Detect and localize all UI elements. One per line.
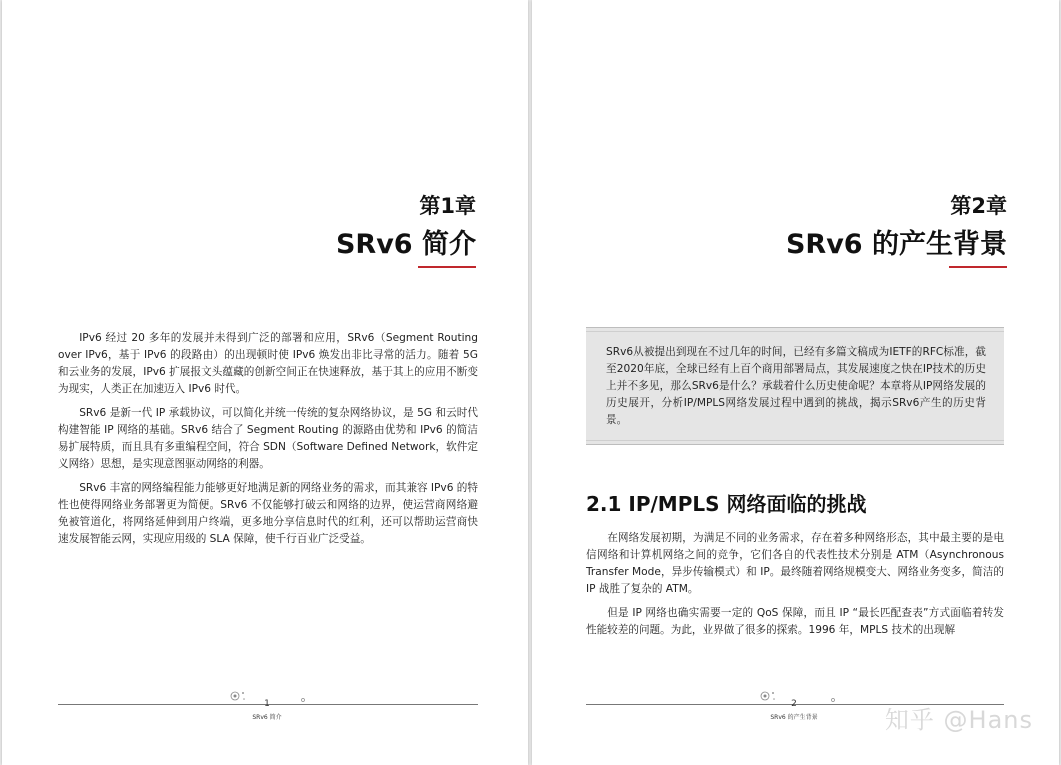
paragraph: SRv6 是新一代 IP 承载协议，可以简化并统一传统的复杂网络协议，是 5G 和云时代构建智能 IP 网络的基础。SRv6 结合了 Segment Routing 的源路由优势和 IPv6 的简洁易扩展特质，而且具有多重编程空间，符合 SDN（Software Defined Network，软件定义网络）思想，是实现意图驱动网络的利器。: [58, 407, 478, 470]
watermark: 知乎 @Hans: [884, 706, 1033, 734]
summary-box-rule: [586, 440, 1004, 441]
chapter-summary: SRv6从被提出到现在不过几年的时间，已经有多篇文稿成为IETF的RFC标准，截至2020年底，全球已经有上百个商用部署局点，其发展速度之快在IP技术的历史上并不多见，那么SRv6是什么？承载着什么历史使命呢？本章将从IP网络发展的历史展开，分析IP/MPLS网络发展过程中遇到的挑战，揭示SRv6产生的历史背景。: [606, 346, 986, 426]
page-number: 1: [264, 699, 270, 709]
section-heading: 2.1 IP/MPLS 网络面临的挑战: [586, 492, 867, 516]
paragraph: IPv6 经过 20 多年的发展并未得到广泛的部署和应用，SRv6（Segment Routing over IPv6，基于 IPv6 的段路由）的出现顿时使 IPv6 焕发出非比寻常的活力。随着 5G 和云业务的发展，IPv6 扩展报文头蕴藏的创新空间正在快速释放，基于其上的应用不断变为现实，人类正在加速迈入 IPv6 时代。: [58, 332, 478, 395]
footer-ornament-icon: [228, 688, 248, 704]
page-right: [532, 0, 1059, 765]
footer-dot-icon: [828, 688, 838, 704]
chapter-number: 第2章: [950, 194, 1007, 218]
footer-ornament-icon: [758, 688, 778, 704]
running-footer: SRv6 简介: [252, 714, 282, 721]
paragraph: 在网络发展初期，为满足不同的业务需求，存在着多种网络形态，其中最主要的是电信网络和计算机网络之间的竞争，它们各自的代表性技术分别是 ATM（Asynchronous Transfer Mode，异步传输模式）和 IP。最终随着网络规模变大、网络业务变多，简洁的 IP 战胜了复杂的 ATM。: [586, 532, 1004, 595]
chapter-summary-box: [586, 327, 1004, 445]
summary-box-rule: [586, 331, 1004, 332]
chapter-title-underline: [949, 266, 1007, 268]
body-text: [58, 330, 478, 555]
body-text: [586, 530, 1004, 646]
running-footer: SRv6 的产生背景: [770, 714, 818, 721]
paragraph: SRv6 丰富的网络编程能力能够更好地满足新的网络业务的需求，而其兼容 IPv6 的特性也使得网络业务部署更为简便。SRv6 不仅能够打破云和网络的边界，使运营商网络避免被管道化，将网络延伸到用户终端，更多地分享信息时代的红利，还可以帮助运营商快速发展智能云网，实现应用级的 SLA 保障，使千行百业广泛受益。: [58, 482, 478, 545]
chapter-title: SRv6 的产生背景: [785, 229, 1007, 260]
page-number: 2: [791, 699, 797, 709]
chapter-title: SRv6 简介: [335, 229, 476, 260]
page-left: [2, 0, 528, 765]
paragraph: 但是 IP 网络也确实需要一定的 QoS 保障，而且 IP “最长匹配查表”方式面临着转发性能较差的问题。为此，业界做了很多的探索。1996 年，MPLS 技术的出现解: [586, 607, 1004, 636]
chapter-title-underline: [418, 266, 476, 268]
footer-dot-icon: [298, 688, 308, 704]
chapter-number: 第1章: [419, 194, 476, 218]
